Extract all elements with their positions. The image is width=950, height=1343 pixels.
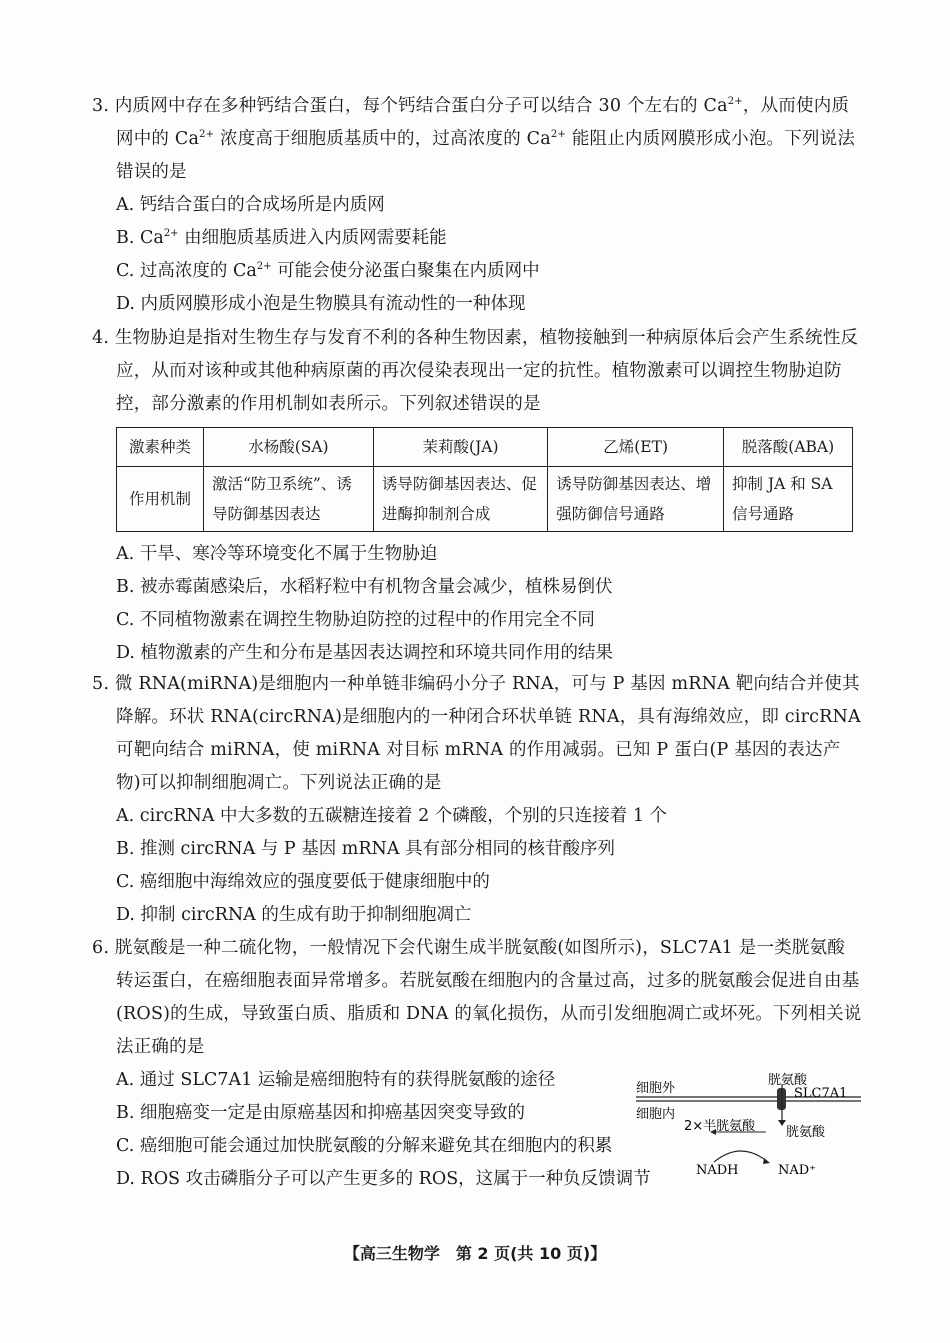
q3-stem-part: ，从而使内质网中的 Ca <box>116 96 850 149</box>
q4-option-b: B. 被赤霉菌感染后，水稻籽粒中有机物含量会减少，植株易倒伏 <box>116 577 613 597</box>
q5-option-c: C. 癌细胞中海绵效应的强度要低于健康细胞中的 <box>116 872 490 892</box>
label-cystine-outside: 胱氨酸 <box>768 1073 808 1088</box>
arrowhead-icon <box>778 1120 786 1126</box>
table-header-row <box>117 428 853 467</box>
page-footer: 【高三生物学 第 2 页(共 10 页)】 <box>343 1244 607 1263</box>
superscript: 2+ <box>163 228 179 240</box>
q6-option-c: C. 癌细胞可能会通过加快胱氨酸的分解来避免其在细胞内的积累 <box>116 1136 613 1156</box>
q3-option-c-post: 可能会使分泌蛋白聚集在内质网中 <box>271 261 540 281</box>
label-outside: 细胞外 <box>636 1081 676 1096</box>
table-header-cell: 乙烯(ET) <box>548 428 724 467</box>
label-inside: 细胞内 <box>636 1107 676 1122</box>
q4-option-a: A. 干旱、寒冷等环境变化不属于生物胁迫 <box>116 544 438 564</box>
q3-option-b-post: 由细胞质基质进入内质网需要耗能 <box>178 228 447 248</box>
cystine-metabolism-diagram <box>636 1070 866 1180</box>
superscript: 2+ <box>550 129 567 141</box>
q4-option-d: D. 植物激素的产生和分布是基因表达调控和环境共同作用的结果 <box>116 643 614 663</box>
hormone-table <box>116 427 853 532</box>
table-header-cell: 脱落酸(ABA) <box>723 428 852 467</box>
q5-option-b: B. 推测 circRNA 与 P 基因 mRNA 具有部分相同的核苷酸序列 <box>116 839 616 859</box>
q6-option-d: D. ROS 攻击磷脂分子可以产生更多的 ROS，这属于一种负反馈调节 <box>116 1169 651 1189</box>
table-cell: 诱导防御基因表达、增强防御信号通路 <box>548 467 724 532</box>
question-3 <box>92 90 862 321</box>
q6-option-b: B. 细胞癌变一定是由原癌基因和抑癌基因突变导致的 <box>116 1103 525 1123</box>
q5-option-d: D. 抑制 circRNA 的生成有助于抑制细胞凋亡 <box>116 905 472 925</box>
label-nadh: NADH <box>696 1163 739 1178</box>
q3-stem-part: 能阻止内质网膜形成小泡。下列说法错误的是 <box>116 129 856 182</box>
table-header-cell: 水杨酸(SA) <box>204 428 374 467</box>
q5-option-a: A. circRNA 中大多数的五碳糖连接着 2 个磷酸，个别的只连接着 1 个 <box>116 806 668 826</box>
superscript: 2+ <box>256 261 272 273</box>
label-cysteine: 2×半胱氨酸 <box>684 1119 756 1134</box>
cofactor-arrow <box>714 1151 768 1162</box>
table-header-cell: 茉莉酸(JA) <box>373 428 547 467</box>
q3-stem-part: 3. 内质网中存在多种钙结合蛋白，每个钙结合蛋白分子可以结合 30 个左右的 Ca <box>92 96 728 116</box>
q3-option-c <box>92 255 862 288</box>
question-6-stem: 6. 胱氨酸是一种二硫化物，一般情况下会代谢生成半胱氨酸(如图所示)，SLC7A1 是一类胱氨酸转运蛋白，在癌细胞表面异常增多。若胱氨酸在细胞内的含量过高，过多的胱氨酸会促进自由基(ROS)的生成，导致蛋白质、脂质和 DNA 的氧化损伤，从而引发细胞凋亡或坏死。下列相关说法正确的是 <box>92 938 862 1057</box>
table-cell: 诱导防御基因表达、促进酶抑制剂合成 <box>373 467 547 532</box>
q3-option-b-pre: B. Ca <box>116 228 164 248</box>
q6-option-a: A. 通过 SLC7A1 运输是癌细胞特有的获得胱氨酸的途径 <box>116 1070 556 1090</box>
arrowhead-icon <box>763 1158 770 1164</box>
label-slc7a1: SLC7A1 <box>794 1086 848 1101</box>
question-5 <box>92 668 862 932</box>
table-cell: 抑制 JA 和 SA 信号通路 <box>723 467 852 532</box>
question-5-stem: 5. 微 RNA(miRNA)是细胞内一种单链非编码小分子 RNA，可与 P 基因 mRNA 靶向结合并使其降解。环状 RNA(circRNA)是细胞内的一种闭合环状单链 RNA，具有海绵效应，即 circRNA 可靶向结合 miRNA，使 miRNA 对目标 mRNA 的作用减弱。已知 P 蛋白(P 基因的表达产物)可以抑制细胞凋亡。下列说法正确的是 <box>92 674 861 793</box>
q3-option-b <box>92 222 862 255</box>
q3-option-a: A. 钙结合蛋白的合成场所是内质网 <box>116 195 385 215</box>
question-4 <box>92 322 862 670</box>
superscript: 2+ <box>199 129 215 141</box>
table-cell: 激活“防卫系统”、诱导防御基因表达 <box>204 467 374 532</box>
table-row <box>117 467 853 532</box>
q3-option-c-pre: C. 过高浓度的 Ca <box>116 261 257 281</box>
q3-stem-part: 浓度高于细胞质基质中的，过高浓度的 Ca <box>214 129 551 149</box>
table-header-cell: 激素种类 <box>117 428 204 467</box>
q4-option-c: C. 不同植物激素在调控生物胁迫防控的过程中的作用完全不同 <box>116 610 595 630</box>
diagram-svg <box>636 1070 866 1180</box>
superscript: 2+ <box>727 96 743 108</box>
q3-option-d: D. 内质网膜形成小泡是生物膜具有流动性的一种体现 <box>116 294 526 314</box>
question-4-stem: 4. 生物胁迫是指对生物生存与发育不利的各种生物因素，植物接触到一种病原体后会产生系统性反应，从而对该种或其他种病原菌的再次侵染表现出一定的抗性。植物激素可以调控生物胁迫防控，部分激素的作用机制如表所示。下列叙述错误的是 <box>92 328 859 414</box>
label-nad: NAD⁺ <box>778 1163 817 1178</box>
question-3-stem <box>92 90 862 189</box>
label-cystine-inside: 胱氨酸 <box>786 1125 826 1140</box>
table-row-label: 作用机制 <box>117 467 204 532</box>
